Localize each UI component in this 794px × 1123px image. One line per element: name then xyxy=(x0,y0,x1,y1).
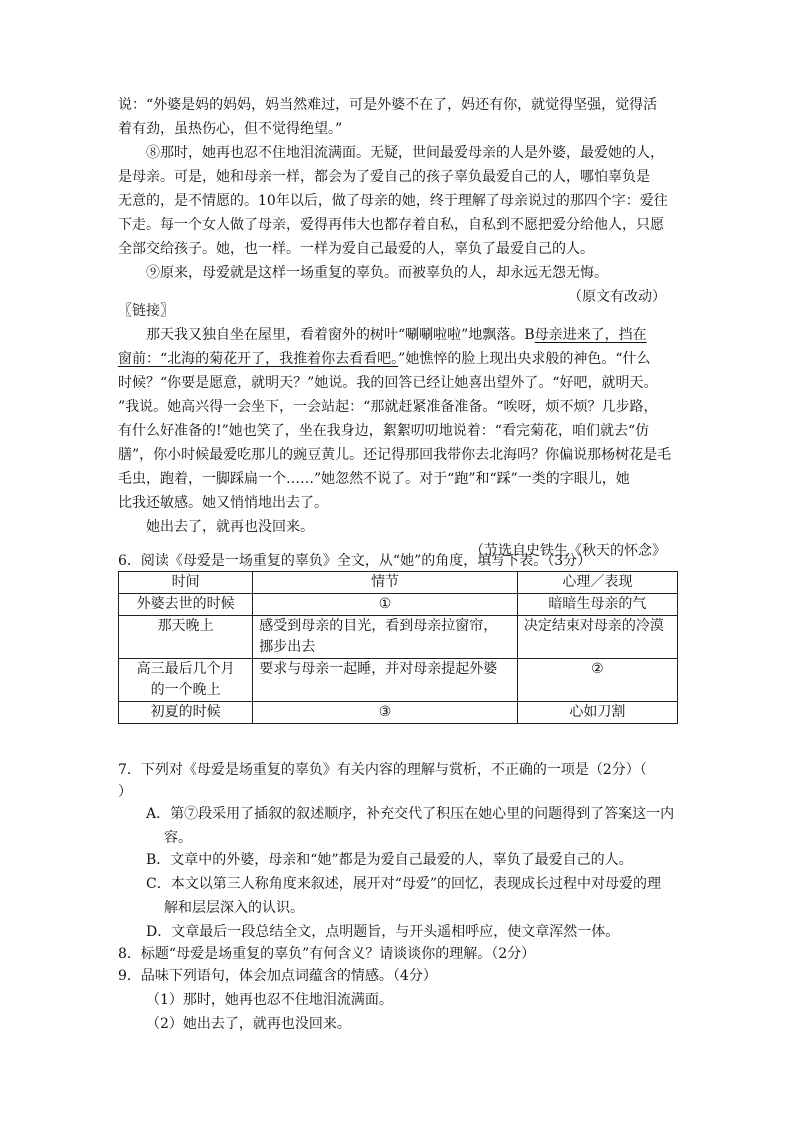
question-6-table xyxy=(118,571,678,724)
answer-blank-1[interactable]: ① xyxy=(253,594,518,616)
table-cell: 决定结束对母亲的冷漠 xyxy=(517,616,677,659)
option-c-continued: 解和层层深入的认识。 xyxy=(164,900,304,916)
link-line: 有什么好准备的!”她也笑了，坐在我身边，絮絮叨叨地说着：“看完菊花，咱们就去“仿 xyxy=(118,423,650,439)
passage-line: 下走。每一个女人做了母亲，爱得再伟大也都存着自私，自私到不愿把爱分给他人，只愿 xyxy=(118,217,664,233)
option-c[interactable]: C．本文以第三人称角度来叙述，展开对“母爱”的回忆，表现成长过程中对母爱的理 xyxy=(146,876,662,892)
link-line: 膳”，你小时候最爱吃那儿的豌豆黄儿。还记得那回我带你去北海吗？你偏说那杨树花是毛 xyxy=(118,447,672,463)
link-line: 她出去了，就再也没回来。 xyxy=(146,519,314,535)
sentence-marker: B xyxy=(524,327,535,343)
answer-blank-3[interactable]: ③ xyxy=(253,702,518,724)
link-heading: 〖链接〗 xyxy=(118,303,174,319)
table-header-cell: 情节 xyxy=(253,572,518,594)
link-line: ”我说。她高兴得一会坐下，一会站起：“那就赶紧准备准备。“唉呀，烦不烦？几步路， xyxy=(118,399,658,415)
link-line xyxy=(118,351,650,367)
passage-line: 着有劲，虽热伤心，但不觉得绝望。” xyxy=(118,121,343,137)
passage-line: 无意的，是不情愿的。10年以后，做了母亲的她，终于理解了母亲说过的那四个字：爱往 xyxy=(118,193,668,209)
question-9-item-1: （1）那时，她再也忍不住地泪流满面。 xyxy=(146,992,393,1008)
table-row xyxy=(119,702,678,724)
table-header-row xyxy=(119,572,678,594)
table-cell: 要求与母亲一起睡，并对母亲提起外婆 xyxy=(253,659,518,702)
option-b[interactable]: B．文章中的外婆，母亲和“她”都是为爱自己最爱的人，辜负了最爱自己的人。 xyxy=(146,852,633,868)
question-8-stem: 8．标题“母爱是场重复的辜负”有何含义？请谈谈你的理解。（2分） xyxy=(118,946,536,962)
link-line: 比我还敏感。她又悄悄地出去了。 xyxy=(118,495,328,511)
question-7-stem: 7．下列对《母爱是场重复的辜负》有关内容的理解与赏析，不正确的一项是（2分）（ xyxy=(118,762,647,778)
underlined-sentence: 窗前：“北海的菊花开了，我推着你去看看吧。 xyxy=(118,351,399,367)
question-6-stem: 6．阅读《母爱是一场重复的辜负》全文，从“她”的角度，填写下表。（3分） xyxy=(118,553,592,569)
table-cell: 感受到母亲的目光，看到母亲拉窗帘， 挪步出去 xyxy=(253,616,518,659)
table-cell: 高三最后几个月 的一个晚上 xyxy=(119,659,253,702)
link-source: （节选自史铁生《秋天的怀念》 xyxy=(470,543,666,559)
table-header-cell: 心理／表现 xyxy=(517,572,677,594)
passage-line: 是母亲。可是，她和母亲一样，都会为了爱自己的孩子辜负最爱自己的人，哪怕辜负是 xyxy=(118,169,650,185)
link-text: ”她憔悴的脸上现出央求般的神色。“什么 xyxy=(398,351,651,367)
passage-line: 全部交给孩子。她，也一样。一样为爱自己最爱的人，辜负了最爱自己的人。 xyxy=(118,241,594,257)
link-text: 那天我又独自坐在屋里，看着窗外的树叶“唰唰啦啦”地飘落。 xyxy=(146,327,525,343)
table-row xyxy=(119,659,678,702)
link-line: 毛虫，跑着，一脚踩扁一个……”她忽然不说了。对于“跑”和“踩”一类的字眼儿，她 xyxy=(118,471,630,487)
passage-paragraph-8: ⑧那时，她再也忍不住地泪流满面。无疑，世间最爱母亲的人是外婆，最爱她的人， xyxy=(146,145,664,161)
passage-line: 说：“外婆是妈的妈妈，妈当然难过，可是外婆不在了，妈还有你，就觉得坚强，觉得活 xyxy=(118,97,658,113)
table-header-cell: 时间 xyxy=(119,572,253,594)
question-9-stem: 9．品味下列语句，体会加点词蕴含的情感。（4分） xyxy=(118,968,437,984)
question-9-item-2: （2）她出去了，就再也没回来。 xyxy=(146,1016,351,1032)
table-cell: 心如刀割 xyxy=(517,702,677,724)
table-row xyxy=(119,616,678,659)
link-line: 时候？“你要是愿意，就明天？”她说。我的回答已经让她喜出望外了。“好吧，就明天。 xyxy=(118,375,658,391)
passage-paragraph-9: ⑨原来，母爱就是这样一场重复的辜负。而被辜负的人，却永远无怨无悔。 xyxy=(146,265,608,281)
option-d[interactable]: D．文章最后一段总结全文，点明题旨，与开头遥相呼应，使文章浑然一体。 xyxy=(146,924,620,940)
option-a[interactable]: A．第⑦段采用了插叙的叙述顺序，补充交代了积压在她心里的问题得到了答案这一内 xyxy=(146,806,675,822)
table-cell: 暗暗生母亲的气 xyxy=(517,594,677,616)
table-cell: 那天晚上 xyxy=(119,616,253,659)
table-row xyxy=(119,594,678,616)
passage-source: （原文有改动） xyxy=(568,289,666,305)
answer-blank-2[interactable]: ② xyxy=(517,659,677,702)
table-cell: 外婆去世的时候 xyxy=(119,594,253,616)
underlined-sentence: 母亲进来了，挡在 xyxy=(534,327,647,343)
question-7-answer-paren[interactable]: ） xyxy=(118,784,132,800)
link-line xyxy=(146,327,647,343)
table-cell: 初夏的时候 xyxy=(119,702,253,724)
option-a-continued: 容。 xyxy=(164,830,192,846)
